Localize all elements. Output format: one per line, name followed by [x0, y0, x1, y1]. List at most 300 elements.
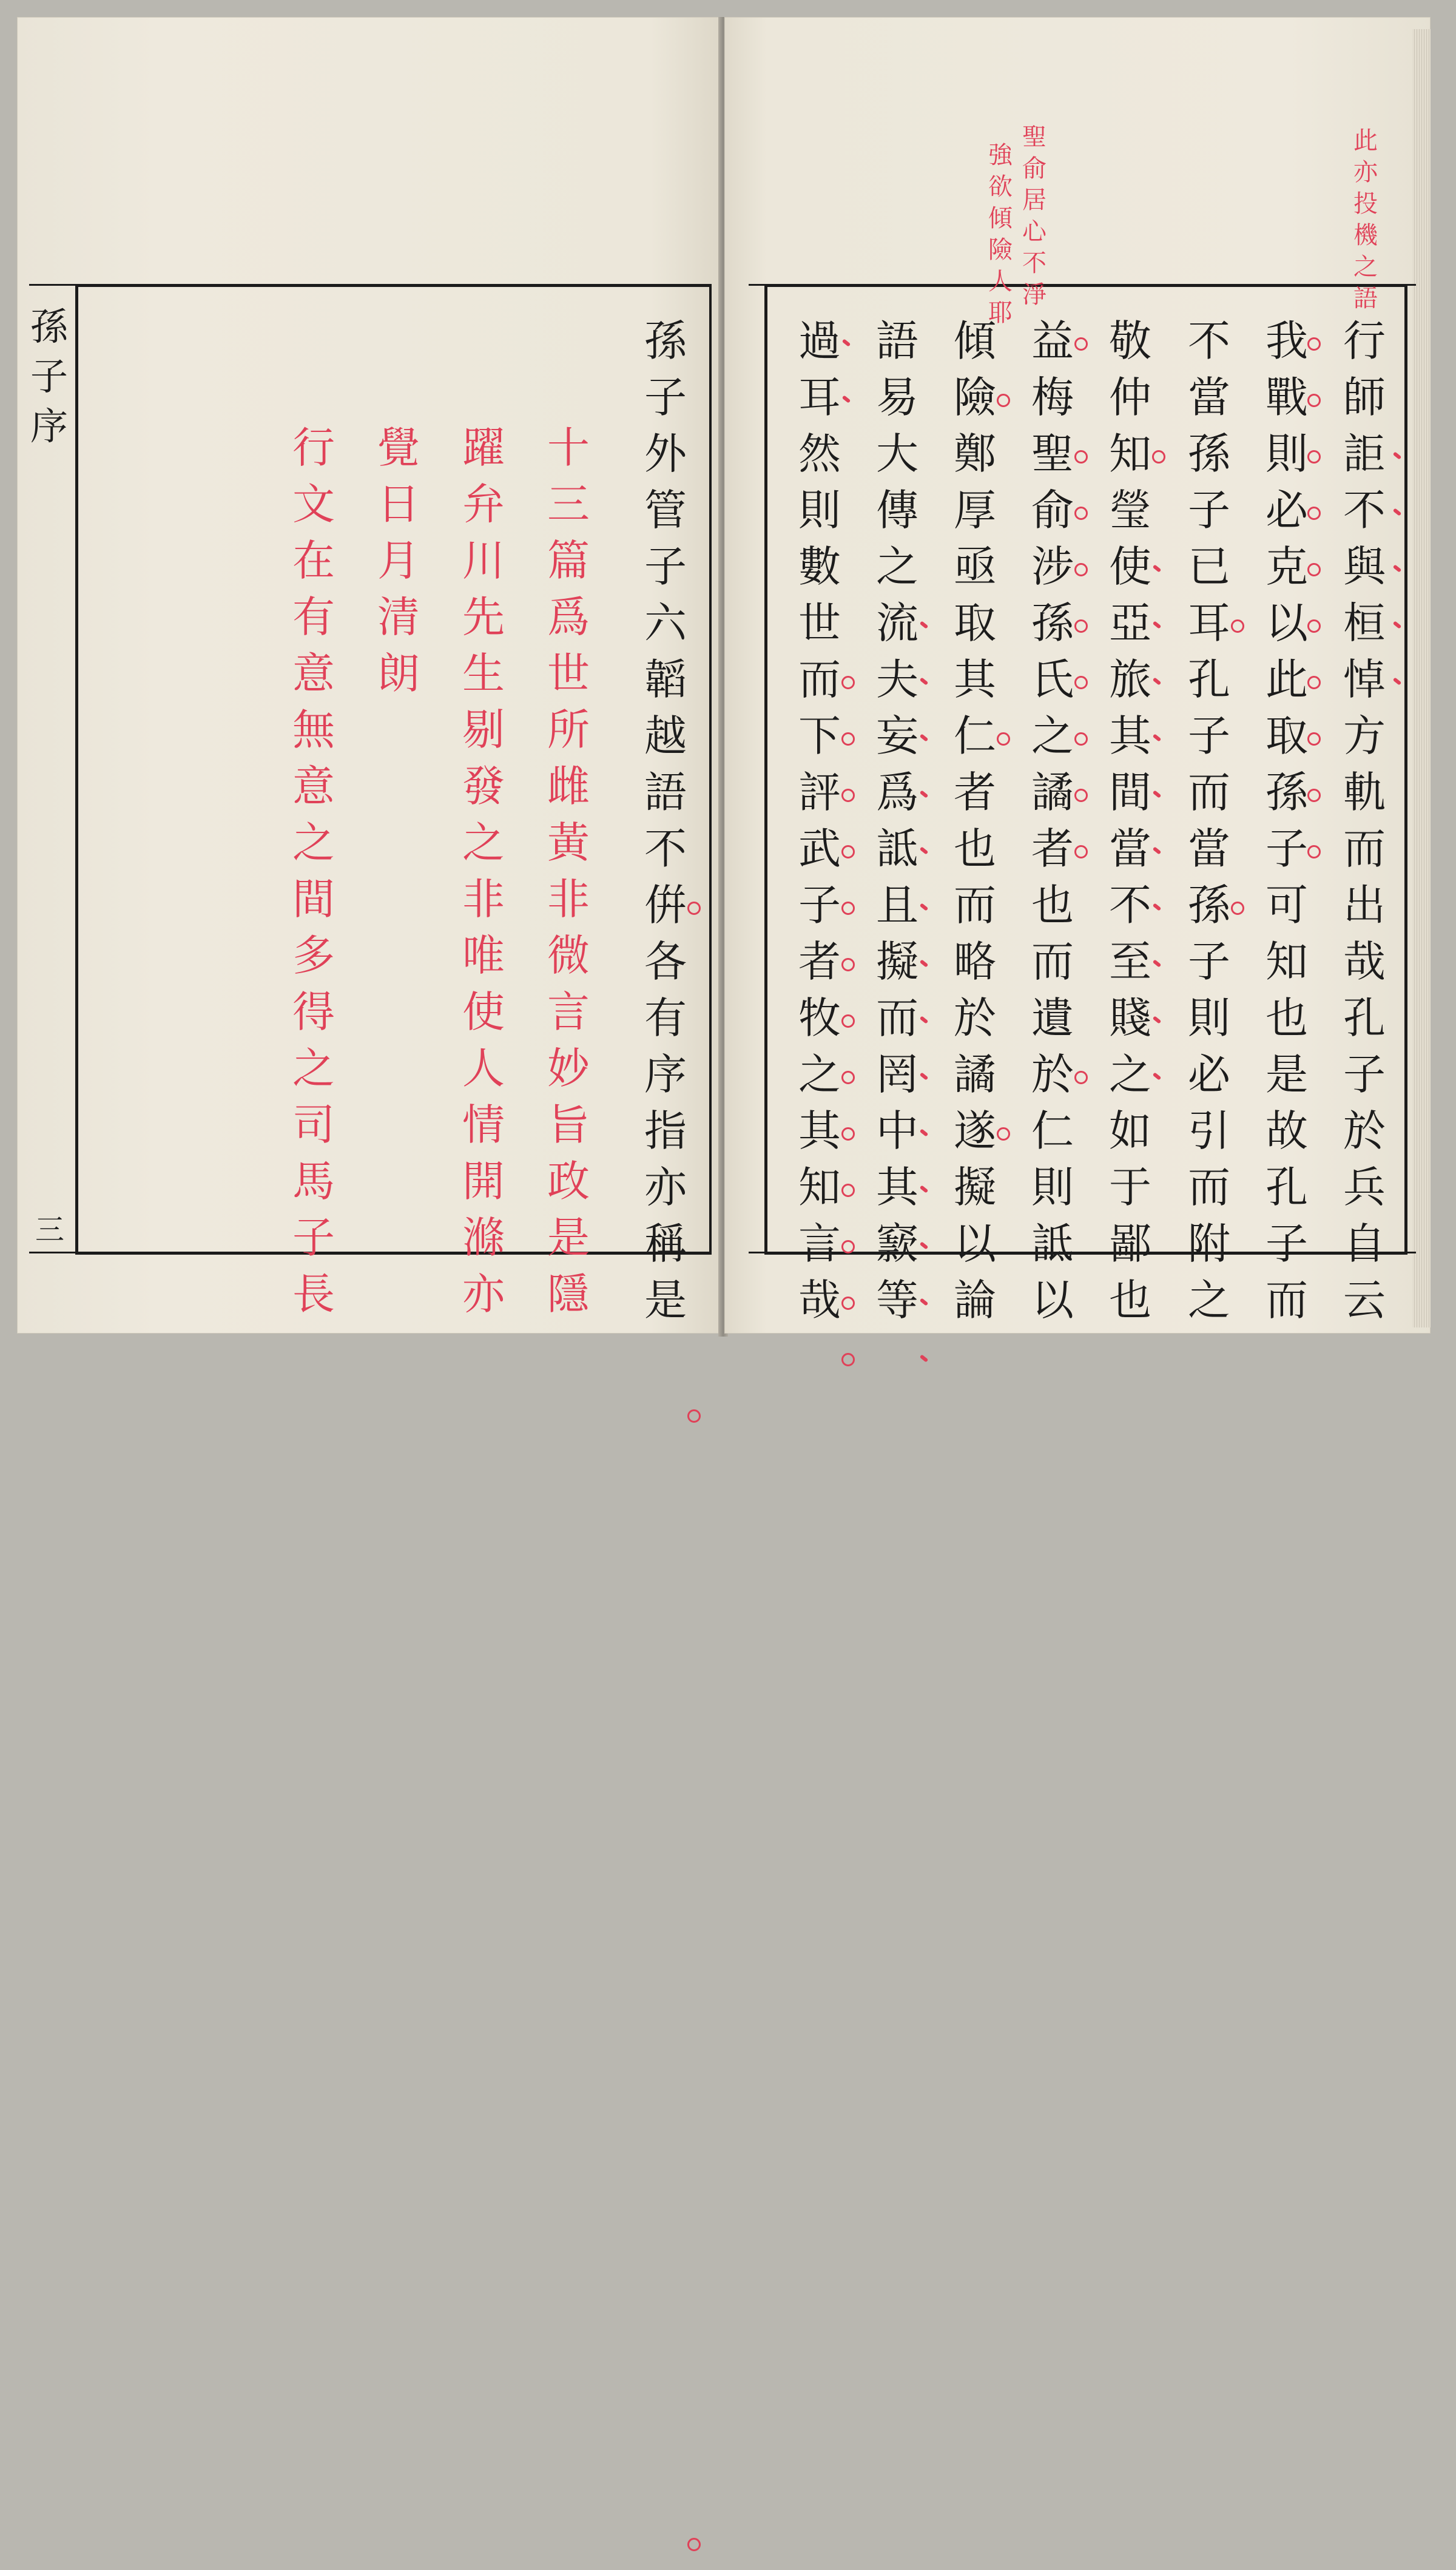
glyph: 傾 [988, 204, 1013, 232]
circle-mark [1304, 539, 1323, 595]
mark-gap [1389, 764, 1407, 821]
glyph: 涉 [1031, 542, 1074, 592]
glyph: 仁 [954, 711, 996, 761]
dot-mark [916, 990, 934, 1047]
mark-gap [994, 990, 1012, 1047]
mark-gap [1228, 1216, 1246, 1272]
glyph: 無 [292, 705, 335, 755]
glyph: 妙 [547, 1044, 590, 1093]
circle-mark [1071, 821, 1090, 877]
glyph: 仲 [1109, 373, 1151, 422]
mark-gap [684, 595, 703, 652]
glyph: 數 [798, 542, 841, 592]
dot-mark [916, 1047, 934, 1103]
glyph: 自 [1343, 1219, 1386, 1269]
glyph: 言 [547, 987, 590, 1037]
glyph: 知 [798, 1162, 841, 1212]
glyph: 於 [1343, 1106, 1386, 1156]
mark-gap [684, 708, 703, 764]
mark-gap [916, 539, 934, 595]
glyph: 微 [547, 931, 590, 980]
glyph: 孫 [1188, 880, 1230, 930]
glyph: 語 [644, 767, 687, 817]
mark-gap [1389, 1103, 1407, 1159]
glyph: 覺 [377, 423, 420, 473]
mark-gap [684, 1272, 703, 1329]
glyph: 欲 [988, 173, 1013, 201]
glyph: 如 [1109, 1106, 1151, 1156]
mark-gap [1071, 877, 1090, 934]
mark-gap [1149, 1103, 1167, 1159]
punctuation-marks-col-5 [1071, 313, 1090, 1385]
glyph: 機 [1353, 221, 1378, 249]
glyph: 使 [462, 987, 505, 1037]
glyph: 牧 [798, 993, 841, 1043]
circle-mark [838, 934, 857, 990]
glyph: 躍 [462, 423, 505, 473]
glyph: 聖 [1031, 429, 1074, 479]
punctuation-marks-col-3 [1228, 313, 1246, 1385]
glyph: 語 [876, 316, 918, 366]
dot-mark [1149, 539, 1167, 595]
glyph: 得 [292, 987, 335, 1037]
glyph: 至 [1109, 937, 1151, 987]
glyph: 十 [547, 423, 590, 473]
mark-gap [1149, 1159, 1167, 1216]
glyph: 馬 [292, 1156, 335, 1206]
glyph: 桓 [1343, 598, 1386, 648]
glyph: 以 [1266, 598, 1308, 648]
glyph: 清 [377, 592, 420, 642]
glyph: 聖 [1022, 123, 1046, 151]
mark-gap [994, 1216, 1012, 1272]
mark-gap [1304, 1329, 1323, 1385]
glyph: 不 [1188, 316, 1230, 366]
dot-mark [1389, 539, 1407, 595]
glyph: 朗 [377, 649, 420, 698]
glyph: 險 [988, 236, 1013, 264]
glyph: 者 [1031, 824, 1074, 874]
glyph: 且 [876, 880, 918, 930]
dot-mark [916, 821, 934, 877]
glyph: 則 [1266, 429, 1308, 479]
mark-gap [1304, 1047, 1323, 1103]
glyph: 出 [1343, 880, 1386, 930]
glyph: 擬 [954, 1162, 996, 1212]
glyph: 哉 [798, 1275, 841, 1325]
glyph: 行 [1343, 316, 1386, 366]
circle-mark [684, 1385, 703, 1442]
glyph: 長 [292, 1269, 335, 1319]
mark-gap [684, 764, 703, 821]
annotation-right [1352, 125, 1380, 314]
punctuation-marks-col-2 [1304, 313, 1323, 1385]
circle-mark [1071, 764, 1090, 821]
glyph: 引 [1188, 1106, 1230, 1156]
circle-mark [1304, 313, 1323, 369]
glyph: 所 [547, 705, 590, 755]
glyph: 當 [1109, 824, 1151, 874]
glyph: 當 [1188, 373, 1230, 422]
glyph: 政 [547, 1156, 590, 1206]
glyph: 先 [462, 592, 505, 642]
glyph: 司 [292, 1100, 335, 1150]
circle-mark [1304, 369, 1323, 426]
circle-mark [838, 652, 857, 708]
dot-mark [1149, 595, 1167, 652]
glyph: 師 [1343, 373, 1386, 422]
circle-mark [1071, 595, 1090, 652]
dot-mark [916, 595, 934, 652]
glyph: 詎 [1343, 429, 1386, 479]
mark-gap [684, 1667, 703, 1724]
glyph: 梅 [1031, 373, 1074, 422]
circle-mark [1071, 313, 1090, 369]
mark-gap [684, 1949, 703, 2006]
glyph: 必 [1188, 1050, 1230, 1099]
glyph: 略 [954, 937, 996, 987]
dot-mark [916, 1329, 934, 1385]
glyph: 黃 [547, 818, 590, 868]
mark-gap [1304, 990, 1323, 1047]
glyph: 也 [1109, 1275, 1151, 1325]
glyph: 遺 [1031, 993, 1074, 1043]
mark-gap [1228, 990, 1246, 1047]
glyph: 子 [292, 1213, 335, 1263]
dot-mark [916, 1272, 934, 1329]
mark-gap [684, 369, 703, 426]
mark-gap [1389, 708, 1407, 764]
glyph: 韜 [644, 655, 687, 704]
glyph: 孫 [30, 305, 68, 349]
glyph: 開 [462, 1156, 505, 1206]
glyph: 易 [876, 373, 918, 422]
mark-gap [994, 426, 1012, 482]
circle-mark [1071, 652, 1090, 708]
glyph: 孫 [1031, 598, 1074, 648]
glyph: 是 [547, 1213, 590, 1263]
mark-gap [916, 482, 934, 539]
mark-gap [1149, 1272, 1167, 1329]
left-page [17, 17, 721, 1334]
glyph: 譎 [1031, 767, 1074, 817]
glyph: 我 [1266, 316, 1308, 366]
dot-mark [1149, 708, 1167, 764]
glyph: 非 [462, 874, 505, 924]
glyph: 孔 [1266, 1162, 1308, 1212]
mark-gap [684, 2062, 703, 2119]
glyph: 有 [644, 993, 687, 1043]
glyph: 擬 [876, 937, 918, 987]
glyph: 越 [644, 711, 687, 761]
glyph: 序 [644, 1050, 687, 1099]
mark-gap [994, 652, 1012, 708]
glyph: 者 [798, 937, 841, 987]
mark-gap [1304, 1216, 1323, 1272]
glyph: 亟 [954, 542, 996, 592]
mark-gap [1149, 369, 1167, 426]
mark-gap [1389, 1047, 1407, 1103]
mark-gap [1228, 369, 1246, 426]
glyph: 而 [1188, 1162, 1230, 1212]
glyph: 亦 [644, 1162, 687, 1212]
circle-mark [994, 708, 1012, 764]
glyph: 詆 [876, 824, 918, 874]
punctuation-marks-col-7 [916, 313, 934, 1385]
mark-gap [838, 595, 857, 652]
glyph: 大 [876, 429, 918, 479]
glyph: 孫 [1266, 767, 1308, 817]
right-page [724, 17, 1431, 1334]
mark-gap [1228, 482, 1246, 539]
dot-mark [1389, 426, 1407, 482]
glyph: 仁 [1031, 1106, 1074, 1156]
glyph: 各 [644, 937, 687, 987]
glyph: 之 [876, 542, 918, 592]
glyph: 孔 [1188, 655, 1230, 704]
glyph: 益 [1031, 316, 1074, 366]
glyph: 居 [1022, 186, 1046, 214]
circle-mark [1304, 821, 1323, 877]
mark-gap [684, 2175, 703, 2231]
mark-gap [1389, 313, 1407, 369]
glyph: 耳 [1188, 598, 1230, 648]
dot-mark [916, 1159, 934, 1216]
glyph: 遂 [954, 1106, 996, 1156]
circle-mark [1071, 426, 1090, 482]
glyph: 評 [798, 767, 841, 817]
punctuation-marks-col-1 [1389, 313, 1407, 1385]
text-column-1 [1338, 313, 1390, 1329]
glyph: 孔 [1343, 993, 1386, 1043]
open-book [17, 17, 1431, 1340]
glyph: 不 [1343, 485, 1386, 535]
dot-mark [1389, 652, 1407, 708]
circle-mark [994, 369, 1012, 426]
glyph: 之 [1188, 1275, 1230, 1325]
mark-gap [1389, 1329, 1407, 1385]
glyph: 可 [1266, 880, 1308, 930]
mark-gap [684, 2344, 703, 2401]
glyph: 鄙 [1109, 1219, 1151, 1269]
glyph: 而 [954, 880, 996, 930]
mark-gap [1389, 369, 1407, 426]
glyph: 稱 [644, 1219, 687, 1269]
glyph: 以 [954, 1219, 996, 1269]
circle-mark [1071, 482, 1090, 539]
glyph: 使 [1109, 542, 1151, 592]
glyph: 兵 [1343, 1162, 1386, 1212]
glyph: 然 [798, 429, 841, 479]
glyph: 爲 [876, 767, 918, 817]
mark-gap [994, 313, 1012, 369]
glyph: 孫 [1188, 429, 1230, 479]
mark-gap [684, 2457, 703, 2514]
glyph: 淨 [1022, 281, 1046, 309]
glyph: 險 [954, 373, 996, 422]
mark-gap [1228, 1329, 1246, 1385]
glyph: 篇 [547, 536, 590, 585]
mark-gap [684, 2119, 703, 2175]
glyph: 賤 [1109, 993, 1151, 1043]
mark-gap [684, 1159, 703, 1216]
glyph: 間 [292, 874, 335, 924]
glyph: 三 [547, 479, 590, 529]
mark-gap [994, 764, 1012, 821]
glyph: 子 [644, 542, 687, 592]
mark-gap [684, 2288, 703, 2344]
glyph: 不 [644, 824, 687, 874]
glyph: 下 [798, 711, 841, 761]
glyph: 妄 [876, 711, 918, 761]
dot-mark [838, 313, 857, 369]
circle-mark [838, 764, 857, 821]
mark-gap [684, 1329, 703, 1385]
mark-gap [684, 652, 703, 708]
glyph: 敬 [1109, 316, 1151, 366]
glyph: 子 [1188, 937, 1230, 987]
punctuation-marks-col-4 [1149, 313, 1167, 1385]
circle-mark [838, 1047, 857, 1103]
glyph: 則 [798, 485, 841, 535]
circle-mark [838, 708, 857, 764]
mark-gap [994, 595, 1012, 652]
mark-gap [684, 2006, 703, 2062]
mark-gap [684, 1780, 703, 1836]
glyph: 傾 [954, 316, 996, 366]
glyph: 其 [954, 655, 996, 704]
glyph: 之 [462, 818, 505, 868]
glyph: 而 [1343, 824, 1386, 874]
dot-mark [838, 369, 857, 426]
glyph: 之 [292, 818, 335, 868]
mark-gap [684, 1724, 703, 1780]
glyph: 則 [1031, 1162, 1074, 1212]
punctuation-marks-col-8 [838, 313, 857, 1385]
glyph: 此 [1266, 655, 1308, 704]
circle-mark [1304, 764, 1323, 821]
circle-mark [838, 1329, 857, 1385]
glyph: 日 [377, 479, 420, 529]
mark-gap [684, 1554, 703, 1611]
circle-mark [1071, 1047, 1090, 1103]
glyph: 故 [1266, 1106, 1308, 1156]
glyph: 等 [876, 1275, 918, 1325]
glyph: 罔 [876, 1050, 918, 1099]
dot-mark [1149, 764, 1167, 821]
glyph: 子 [1343, 1050, 1386, 1099]
annotation-left-col-1 [1020, 121, 1048, 311]
glyph: 唯 [462, 931, 505, 980]
glyph: 譎 [954, 1050, 996, 1099]
glyph: 瑩 [1109, 485, 1151, 535]
glyph: 與 [1343, 542, 1386, 592]
glyph: 而 [1031, 937, 1074, 987]
glyph: 克 [1266, 542, 1308, 592]
glyph: 非 [547, 874, 590, 924]
mark-gap [1149, 1329, 1167, 1385]
glyph: 投 [1353, 190, 1378, 218]
glyph: 語 [1353, 285, 1378, 312]
circle-mark [994, 1103, 1012, 1159]
dot-mark [1149, 1047, 1167, 1103]
glyph: 俞 [1031, 485, 1074, 535]
glyph: 亦 [462, 1269, 505, 1319]
glyph: 剔 [462, 705, 505, 755]
mark-gap [1071, 1103, 1090, 1159]
mark-gap [1304, 934, 1323, 990]
circle-mark [838, 1159, 857, 1216]
glyph: 子 [1188, 485, 1230, 535]
mark-gap [1228, 934, 1246, 990]
punctuation-marks-col-6 [994, 313, 1012, 1385]
circle-mark [838, 821, 857, 877]
circle-mark [838, 990, 857, 1047]
mark-gap [916, 313, 934, 369]
mark-gap [994, 821, 1012, 877]
dot-mark [916, 764, 934, 821]
mark-gap [1228, 1047, 1246, 1103]
glyph: 其 [876, 1162, 918, 1212]
mark-gap [1228, 652, 1246, 708]
mark-gap [1389, 877, 1407, 934]
glyph: 而 [1188, 767, 1230, 817]
glyph: 附 [1188, 1219, 1230, 1269]
glyph: 是 [1266, 1050, 1308, 1099]
glyph: 序 [30, 404, 68, 448]
mark-gap [1228, 708, 1246, 764]
glyph: 外 [644, 429, 687, 479]
margin-title [29, 302, 69, 451]
glyph: 也 [1031, 880, 1074, 930]
glyph: 當 [1188, 824, 1230, 874]
glyph: 知 [1266, 937, 1308, 987]
glyph: 而 [876, 993, 918, 1043]
glyph: 者 [954, 767, 996, 817]
glyph: 管 [644, 485, 687, 535]
dot-mark [916, 652, 934, 708]
glyph: 則 [1188, 993, 1230, 1043]
glyph: 取 [1266, 711, 1308, 761]
glyph: 川 [462, 536, 505, 585]
annotation-left-col-2 [986, 140, 1014, 329]
mark-gap [684, 1442, 703, 1498]
glyph: 之 [292, 1044, 335, 1093]
circle-mark [838, 1272, 857, 1329]
mark-gap [1389, 1159, 1407, 1216]
mark-gap [994, 934, 1012, 990]
mark-gap [1228, 1103, 1246, 1159]
glyph: 俞 [1022, 155, 1046, 183]
mark-gap [684, 482, 703, 539]
mark-gap [1304, 1103, 1323, 1159]
glyph: 之 [1353, 253, 1378, 281]
mark-gap [684, 313, 703, 369]
glyph: 子 [798, 880, 841, 930]
glyph: 鄭 [954, 429, 996, 479]
page-edges [1412, 29, 1431, 1327]
mark-gap [994, 1329, 1012, 1385]
glyph: 子 [30, 354, 68, 399]
glyph: 氏 [1031, 655, 1074, 704]
glyph: 取 [954, 598, 996, 648]
glyph: 於 [1031, 1050, 1074, 1099]
glyph: 子 [1266, 1219, 1308, 1269]
glyph: 發 [462, 761, 505, 811]
dot-mark [916, 708, 934, 764]
mark-gap [1228, 821, 1246, 877]
commentary-column-3 [372, 420, 425, 702]
